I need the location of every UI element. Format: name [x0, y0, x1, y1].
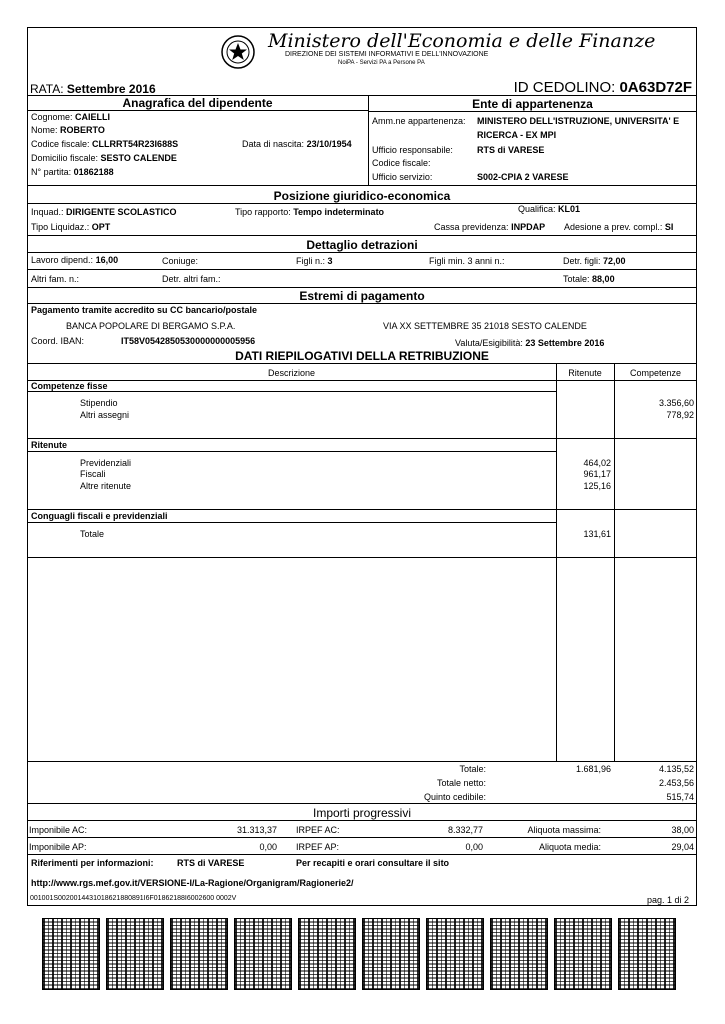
totale-competenze: 4.135,52 — [658, 764, 694, 774]
cedolino-value: 0A63D72F — [619, 79, 692, 96]
indirizzo-banca: VIA XX SETTEMBRE 35 21018 SESTO CALENDE — [383, 321, 587, 331]
riferimenti-value: RTS di VARESE — [177, 858, 245, 868]
ministry-emblem — [220, 33, 256, 76]
footer-url[interactable]: http://www.rgs.mef.gov.it/VERSIONE-I/La-Ragione/Organigram/Ragionerie2/ — [31, 878, 354, 888]
barcode-3 — [170, 918, 228, 990]
altre-ritenute-value: 125,16 — [583, 481, 611, 491]
cassa-label: Cassa previdenza: — [434, 222, 509, 232]
quinto-label: Quinto cedibile: — [423, 792, 486, 802]
ministry-name: Ministero dell'Economia e delle Finanze — [268, 30, 656, 52]
amm-label: Amm.ne appartenenza: — [372, 116, 466, 126]
barcode-5 — [298, 918, 356, 990]
tipo-liquidazione: OPT — [91, 222, 111, 232]
aliq-max-label: Aliquota massima: — [527, 825, 601, 835]
domicilio: SESTO CALENDE — [100, 153, 177, 163]
recapiti-text: Per recapiti e orari consultare il sito — [296, 858, 450, 868]
barcode-2 — [106, 918, 164, 990]
quinto-cedibile: 515,74 — [666, 792, 694, 802]
barcode-9 — [554, 918, 612, 990]
figli-min-label: Figli min. 3 anni n.: — [429, 256, 505, 266]
posizione-title: Posizione giuridico-economica — [273, 189, 451, 203]
rata-value: Settembre 2016 — [66, 82, 156, 96]
cod-fisc-label: Codice fiscale: — [372, 158, 431, 168]
altri-assegni-label: Altri assegni — [80, 410, 130, 420]
tipo-rapp-label: Tipo rapporto: — [235, 207, 291, 217]
inquad-label: Inquad.: — [31, 207, 64, 217]
valuta-label: Valuta/Esigibilità: — [455, 338, 523, 348]
codice-fiscale: CLLRRT54R23I688S — [92, 139, 179, 149]
partita-label: N° partita: — [31, 167, 72, 177]
detr-figli: 72,00 — [603, 256, 626, 266]
totale-label: Totale: — [459, 764, 486, 774]
barcode-6 — [362, 918, 420, 990]
fiscali-label: Fiscali — [80, 469, 106, 479]
stipendio-value: 3.356,60 — [658, 398, 694, 408]
directorate-name: DIREZIONE DEI SISTEMI INFORMATIVI E DELL'INNOVAZIONE — [285, 51, 489, 58]
adesione: SI — [664, 222, 674, 232]
pagamento-title: Estremi di pagamento — [299, 289, 425, 303]
lavoro-dipend: 16,00 — [95, 255, 119, 265]
barcode-4 — [234, 918, 292, 990]
barcode-7 — [426, 918, 484, 990]
anagrafica-title: Anagrafica del dipendente — [122, 96, 273, 110]
ente-title: Ente di appartenenza — [472, 97, 593, 111]
detr-figli-label: Detr. figli: — [563, 256, 601, 266]
irpef-ac: 8.332,77 — [447, 825, 483, 835]
iban: IT58V0542850530000000005956 — [121, 336, 256, 346]
inquadramento: DIRIGENTE SCOLASTICO — [66, 207, 177, 217]
irpef-ac-label: IRPEF AC: — [296, 825, 340, 835]
tipo-liq-label: Tipo Liquidaz.: — [31, 222, 90, 232]
previdenziali-label: Previdenziali — [80, 458, 132, 468]
competenze-fisse-title: Competenze fisse — [31, 381, 108, 391]
previdenziali-value: 464,02 — [583, 458, 611, 468]
netto-label: Totale netto: — [436, 778, 486, 788]
barcode-8 — [490, 918, 548, 990]
riepilogo-title: DATI RIEPILOGATIVI DELLA RETRIBUZIONE — [235, 349, 489, 363]
uff-serv-label: Ufficio servizio: — [372, 172, 433, 182]
detr-totale-label: Totale: — [563, 274, 590, 284]
fiscali-value: 961,17 — [583, 469, 611, 479]
cognome-label: Cognome: — [31, 112, 73, 122]
coniuge-label: Coniuge: — [162, 256, 199, 266]
banca: BANCA POPOLARE DI BERGAMO S.P.A. — [66, 321, 236, 331]
altri-fam-label: Altri fam. n.: — [31, 274, 80, 284]
figli: 3 — [327, 256, 333, 266]
service-name: NoiPA - Servizi PA a Persone PA — [338, 60, 425, 66]
uff-resp: RTS di VARESE — [477, 145, 545, 155]
cedolino-label: ID CEDOLINO: — [513, 79, 616, 96]
amm-line1: MINISTERO DELL'ISTRUZIONE, UNIVERSITA' E — [477, 116, 680, 126]
qualifica: KL01 — [558, 204, 581, 214]
nascita-label: Data di nascita: — [242, 139, 305, 149]
conguagli-title: Conguagli fiscali e previdenziali — [31, 511, 168, 521]
detr-altri-label: Detr. altri fam.: — [162, 274, 221, 284]
col-descrizione: Descrizione — [267, 368, 316, 378]
conguagli-totale-label: Totale — [80, 529, 105, 539]
data-nascita: 23/10/1954 — [306, 139, 352, 149]
qualifica-label: Qualifica: — [518, 204, 556, 214]
iban-label: Coord. IBAN: — [31, 336, 85, 346]
cognome: CAIELLI — [75, 112, 111, 122]
aliq-media-label: Aliquota media: — [538, 842, 601, 852]
domicilio-label: Domicilio fiscale: — [31, 153, 99, 163]
aliquota-massima: 38,00 — [671, 825, 694, 835]
col-ritenute: Ritenute — [568, 368, 602, 378]
irpef-ap-label: IRPEF AP: — [296, 842, 340, 852]
tipo-rapporto: Tempo indeterminato — [293, 207, 385, 217]
cf-label: Codice fiscale: — [31, 139, 90, 149]
adesione-label: Adesione a prev. compl.: — [564, 222, 663, 232]
emblem-icon — [220, 33, 256, 71]
detr-totale: 88,00 — [592, 274, 615, 284]
totale-netto: 2.453,56 — [658, 778, 694, 788]
altri-assegni-value: 778,92 — [666, 410, 694, 420]
barcode-10 — [618, 918, 676, 990]
cassa-previdenza: INPDAP — [511, 222, 546, 232]
aliquota-media: 29,04 — [671, 842, 694, 852]
nome-label: Nome: — [31, 125, 58, 135]
totale-ritenute: 1.681,96 — [575, 764, 611, 774]
col-competenze: Competenze — [629, 368, 682, 378]
rata-label: RATA: — [30, 82, 64, 96]
modalita-pagamento: Pagamento tramite accredito su CC bancario/postale — [31, 305, 258, 315]
altre-ritenute-label: Altre ritenute — [80, 481, 132, 491]
imponibile-ac: 31.313,37 — [236, 825, 277, 835]
imp-ac-label: Imponibile AC: — [29, 825, 88, 835]
rata — [30, 82, 156, 96]
figli-label: Figli n.: — [296, 256, 326, 266]
valuta: 23 Settembre 2016 — [525, 338, 605, 348]
barcode-1 — [42, 918, 100, 990]
amm-line2: RICERCA - EX MPI — [477, 130, 557, 140]
irpef-ap: 0,00 — [465, 842, 483, 852]
cedolino-id — [514, 79, 692, 96]
partita: 01862188 — [73, 167, 114, 177]
detrazioni-title: Dettaglio detrazioni — [306, 238, 418, 252]
ritenute-title: Ritenute — [31, 440, 67, 450]
document-code: 001001S0020014431018621880891I6F01862188I6002600 0002V — [30, 895, 237, 902]
imponibile-ap: 0,00 — [259, 842, 277, 852]
page-number: pag. 1 di 2 — [646, 895, 689, 905]
conguagli-totale-value: 131,61 — [583, 529, 611, 539]
progressivi-title: Importi progressivi — [312, 806, 412, 820]
uff-serv: S002-CPIA 2 VARESE — [477, 172, 569, 182]
stipendio-label: Stipendio — [80, 398, 118, 408]
riferimenti-label: Riferimenti per informazioni: — [31, 858, 154, 868]
lavoro-label: Lavoro dipend.: — [31, 255, 94, 265]
imp-ap-label: Imponibile AP: — [29, 842, 87, 852]
nome: ROBERTO — [60, 125, 105, 135]
uff-resp-label: Ufficio responsabile: — [372, 145, 453, 155]
